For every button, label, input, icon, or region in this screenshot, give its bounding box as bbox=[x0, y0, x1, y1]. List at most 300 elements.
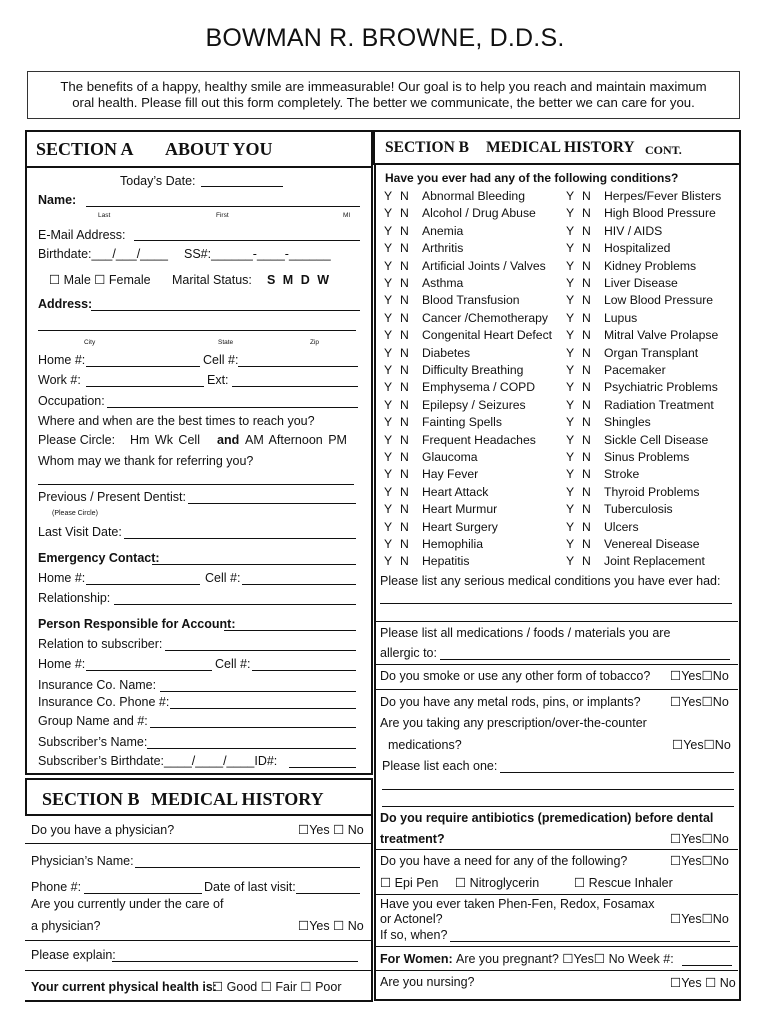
condition-no[interactable]: N bbox=[400, 502, 409, 517]
condition-label: Abnormal Bleeding bbox=[422, 189, 525, 203]
condition-yes[interactable]: Y bbox=[384, 328, 393, 343]
list-each-field-2[interactable] bbox=[382, 789, 734, 790]
condition-row-right bbox=[566, 292, 713, 309]
ssn-label[interactable]: SS#:______-____-______ bbox=[184, 247, 331, 261]
physician-name-label: Physician’s Name: bbox=[31, 854, 134, 868]
todays-date-field[interactable] bbox=[201, 186, 283, 187]
condition-yn[interactable] bbox=[566, 432, 604, 449]
condition-yes[interactable]: Y bbox=[566, 519, 575, 534]
condition-label: Tuberculosis bbox=[604, 502, 673, 517]
nursing-q: Are you nursing? bbox=[380, 975, 475, 989]
todays-date-label: Today’s Date: bbox=[120, 174, 196, 188]
section-b-cont-bottom-border bbox=[374, 999, 741, 1001]
contact-type-options[interactable]: Hm Wk Cell bbox=[130, 433, 200, 447]
section-b-cont-cont bbox=[645, 141, 682, 159]
condition-yes[interactable]: Y bbox=[384, 258, 393, 273]
condition-yes[interactable]: Y bbox=[566, 502, 575, 517]
divider-r5 bbox=[376, 894, 738, 895]
condition-row-left bbox=[384, 188, 525, 205]
resp-cell-field[interactable] bbox=[252, 670, 356, 671]
condition-yn[interactable] bbox=[384, 310, 422, 327]
condition-yes[interactable]: Y bbox=[566, 206, 575, 221]
intro-line-2: oral health. Please fill out this form completely. The better we communicate, the better we can care for you. bbox=[72, 95, 695, 110]
condition-yn[interactable] bbox=[384, 501, 422, 518]
condition-yn[interactable] bbox=[384, 449, 422, 466]
condition-no[interactable]: N bbox=[400, 206, 409, 221]
condition-yes[interactable]: Y bbox=[566, 467, 575, 482]
condition-no[interactable]: N bbox=[582, 310, 591, 325]
condition-row-right bbox=[566, 553, 705, 570]
allergic-line-1: Please list all medications / foods / materials you are bbox=[380, 626, 671, 640]
divider-2 bbox=[25, 940, 372, 941]
condition-no[interactable]: N bbox=[582, 397, 591, 412]
address-field[interactable] bbox=[91, 310, 360, 311]
resp-home-field[interactable] bbox=[86, 670, 212, 671]
condition-yn[interactable] bbox=[566, 397, 604, 414]
condition-yn[interactable] bbox=[566, 275, 604, 292]
condition-yn[interactable] bbox=[566, 292, 604, 309]
section-b-cont-title: SECTION B bbox=[385, 139, 469, 156]
ins-name-label: Insurance Co. Name: bbox=[38, 678, 157, 692]
metal-q: Do you have any metal rods, pins, or implants? bbox=[380, 695, 641, 709]
condition-row-right bbox=[566, 484, 700, 501]
condition-no[interactable]: N bbox=[400, 415, 409, 430]
condition-yn[interactable] bbox=[384, 345, 422, 362]
condition-yn[interactable] bbox=[384, 414, 422, 431]
condition-no[interactable]: N bbox=[582, 328, 591, 343]
condition-yes[interactable]: Y bbox=[566, 537, 575, 551]
condition-no[interactable]: N bbox=[582, 223, 591, 238]
ins-name-field[interactable] bbox=[160, 691, 356, 692]
marital-options[interactable]: S M D W bbox=[267, 273, 329, 287]
condition-yn[interactable] bbox=[566, 501, 604, 518]
condition-row-right bbox=[566, 223, 662, 240]
condition-no[interactable]: N bbox=[400, 397, 409, 412]
sub-name-field[interactable] bbox=[147, 748, 356, 749]
condition-no[interactable]: N bbox=[400, 223, 409, 238]
condition-yes[interactable]: Y bbox=[566, 223, 575, 238]
condition-yes[interactable]: Y bbox=[566, 189, 575, 203]
ins-phone-field[interactable] bbox=[170, 708, 356, 709]
condition-yes[interactable]: Y bbox=[384, 450, 393, 464]
condition-row-right bbox=[566, 519, 639, 536]
condition-no[interactable]: N bbox=[400, 554, 409, 569]
conditions-question: Have you ever had any of the following conditions? bbox=[385, 171, 679, 185]
divider-r6 bbox=[376, 946, 738, 947]
condition-row-left bbox=[384, 205, 536, 222]
ext-field[interactable] bbox=[232, 386, 358, 387]
condition-row-left bbox=[384, 327, 552, 344]
condition-no[interactable]: N bbox=[400, 276, 409, 290]
phenfen-line-1: Have you ever taken Phen-Fen, Redox, Fosamax bbox=[380, 897, 655, 911]
condition-yn[interactable] bbox=[566, 345, 604, 362]
condition-row-right bbox=[566, 432, 708, 449]
list-each-field-3[interactable] bbox=[382, 806, 734, 807]
physician-name-field[interactable] bbox=[135, 867, 360, 868]
birthdate-label[interactable]: Birthdate:___/___/____ bbox=[38, 247, 168, 261]
work-phone-label: Work #: bbox=[38, 373, 81, 387]
allergic-field[interactable] bbox=[440, 659, 730, 660]
divider-r2 bbox=[376, 664, 738, 665]
condition-label: Mitral Valve Prolapse bbox=[604, 328, 719, 343]
em-cell-label: Cell #: bbox=[205, 571, 241, 585]
condition-yn[interactable] bbox=[566, 205, 604, 222]
list-each-label: Please list each one: bbox=[382, 759, 498, 773]
antibiotics-line-2: treatment? bbox=[380, 832, 445, 846]
prescription-yes-no[interactable]: ☐Yes☐No bbox=[672, 738, 731, 752]
condition-label: Venereal Disease bbox=[604, 537, 700, 551]
email-field[interactable] bbox=[134, 240, 360, 241]
group-label: Group Name and #: bbox=[38, 714, 148, 728]
condition-label: Sickle Cell Disease bbox=[604, 432, 709, 447]
condition-label: Kidney Problems bbox=[604, 258, 697, 273]
condition-label: Lupus bbox=[604, 310, 638, 325]
tobacco-yes-no[interactable]: ☐Yes☐No bbox=[670, 669, 729, 683]
condition-no[interactable]: N bbox=[400, 363, 409, 377]
condition-no[interactable]: N bbox=[582, 293, 591, 308]
physician-phone-label: Phone #: bbox=[31, 880, 82, 894]
condition-yes[interactable]: Y bbox=[384, 189, 393, 203]
condition-yn[interactable] bbox=[384, 258, 422, 275]
divider-r7 bbox=[376, 970, 738, 971]
condition-row-left bbox=[384, 223, 463, 240]
need-following-q: Do you have a need for any of the following? bbox=[380, 854, 628, 868]
cont-label: CONT. bbox=[645, 143, 682, 157]
health-q: Your current physical health is: bbox=[31, 980, 217, 994]
condition-yes[interactable]: Y bbox=[566, 363, 575, 377]
condition-yn[interactable] bbox=[384, 223, 422, 240]
section-b-bottom-border bbox=[25, 1000, 373, 1002]
condition-no[interactable]: N bbox=[582, 189, 591, 203]
condition-yn[interactable] bbox=[384, 466, 422, 483]
condition-no[interactable]: N bbox=[400, 484, 409, 499]
phenfen-line-2: or Actonel? bbox=[380, 912, 443, 926]
condition-yn[interactable] bbox=[384, 275, 422, 292]
condition-no[interactable]: N bbox=[582, 484, 591, 499]
condition-yn[interactable] bbox=[384, 397, 422, 414]
divider-1 bbox=[25, 843, 372, 844]
condition-row-right bbox=[566, 258, 696, 275]
relationship-label: Relationship: bbox=[38, 591, 111, 605]
condition-no[interactable]: N bbox=[582, 276, 591, 290]
condition-no[interactable]: N bbox=[400, 258, 409, 273]
condition-yn[interactable] bbox=[566, 240, 604, 257]
circle-and: and bbox=[217, 433, 240, 447]
ext-label: Ext: bbox=[207, 373, 229, 387]
cell-phone-label: Cell #: bbox=[203, 353, 239, 367]
condition-label: Hospitalized bbox=[604, 241, 671, 256]
condition-label: Diabetes bbox=[422, 345, 471, 360]
condition-row-left bbox=[384, 432, 536, 449]
condition-row-left bbox=[384, 519, 498, 536]
divider-3 bbox=[25, 970, 372, 971]
condition-yes[interactable]: Y bbox=[566, 241, 575, 256]
condition-yn[interactable] bbox=[566, 484, 604, 501]
condition-no[interactable]: N bbox=[400, 432, 409, 447]
name-field[interactable] bbox=[86, 206, 360, 207]
metal-yes-no[interactable]: ☐Yes☐No bbox=[670, 695, 729, 709]
condition-yes[interactable]: Y bbox=[566, 293, 575, 308]
condition-yn[interactable] bbox=[384, 362, 422, 379]
condition-label: Heart Surgery bbox=[422, 519, 498, 534]
work-phone-field[interactable] bbox=[86, 386, 204, 387]
condition-yes[interactable]: Y bbox=[566, 328, 575, 343]
serious-conditions-field[interactable] bbox=[380, 603, 732, 604]
condition-no[interactable]: N bbox=[582, 380, 591, 395]
physician-yes-no[interactable]: ☐Yes ☐ No bbox=[298, 823, 364, 837]
condition-row-left bbox=[384, 310, 548, 327]
condition-no[interactable]: N bbox=[582, 345, 591, 360]
condition-row-right bbox=[566, 466, 639, 483]
sub-id-field[interactable] bbox=[289, 767, 356, 768]
condition-yes[interactable]: Y bbox=[566, 450, 575, 464]
condition-row-left bbox=[384, 397, 526, 414]
condition-no[interactable]: N bbox=[400, 310, 409, 325]
condition-yes[interactable]: Y bbox=[566, 258, 575, 273]
condition-yn[interactable] bbox=[384, 553, 422, 570]
address-field-2[interactable] bbox=[38, 330, 356, 331]
addr-zip-caption: Zip bbox=[310, 339, 320, 346]
condition-no[interactable]: N bbox=[582, 432, 591, 447]
condition-yes[interactable]: Y bbox=[384, 345, 393, 360]
condition-label: Congenital Heart Defect bbox=[422, 328, 553, 343]
condition-yes[interactable]: Y bbox=[384, 502, 393, 517]
tobacco-q: Do you smoke or use any other form of tobacco? bbox=[380, 669, 651, 683]
condition-yes[interactable]: Y bbox=[566, 380, 575, 395]
condition-no[interactable]: N bbox=[582, 258, 591, 273]
section-b-cont-subtitle: MEDICAL HISTORY bbox=[486, 139, 635, 156]
emergency-contact-field[interactable] bbox=[152, 564, 356, 565]
condition-row-left bbox=[384, 466, 478, 483]
need-following-yes-no[interactable]: ☐Yes☐No bbox=[670, 854, 729, 868]
condition-yes[interactable]: Y bbox=[384, 432, 393, 447]
condition-no[interactable]: N bbox=[400, 328, 409, 343]
condition-row-left bbox=[384, 501, 497, 518]
responsible-label: Person Responsible for Account: bbox=[38, 617, 236, 631]
ins-phone-label: Insurance Co. Phone #: bbox=[38, 695, 170, 709]
condition-yn[interactable] bbox=[566, 310, 604, 327]
condition-yes[interactable]: Y bbox=[566, 432, 575, 447]
condition-no[interactable]: N bbox=[582, 502, 591, 517]
condition-yes[interactable]: Y bbox=[566, 415, 575, 430]
condition-no[interactable]: N bbox=[400, 380, 409, 395]
condition-yn[interactable] bbox=[384, 240, 422, 257]
condition-yn[interactable] bbox=[566, 553, 604, 570]
condition-row-right bbox=[566, 501, 673, 518]
condition-yn[interactable] bbox=[566, 536, 604, 553]
condition-yes[interactable]: Y bbox=[384, 554, 393, 569]
condition-yn[interactable] bbox=[566, 449, 604, 466]
condition-row-right bbox=[566, 327, 718, 344]
condition-no[interactable]: N bbox=[582, 241, 591, 256]
condition-label: Hay Fever bbox=[422, 467, 479, 482]
allergic-line-2: allergic to: bbox=[380, 646, 437, 660]
phenfen-when-field[interactable] bbox=[450, 941, 730, 942]
list-each-field[interactable] bbox=[500, 772, 734, 773]
condition-yes[interactable]: Y bbox=[566, 397, 575, 412]
condition-label: Epilepsy / Seizures bbox=[422, 397, 526, 412]
condition-yn[interactable] bbox=[566, 379, 604, 396]
condition-row-right bbox=[566, 205, 716, 222]
condition-yes[interactable]: Y bbox=[384, 310, 393, 325]
condition-yn[interactable] bbox=[566, 362, 604, 379]
gender-options[interactable]: ☐ Male ☐ Female bbox=[49, 273, 151, 287]
intro-box bbox=[27, 71, 740, 119]
condition-yn[interactable] bbox=[384, 519, 422, 536]
nursing-yes-no[interactable]: ☐Yes ☐ No bbox=[670, 976, 736, 990]
condition-yes[interactable]: Y bbox=[384, 380, 393, 395]
practice-title: BOWMAN R. BROWNE, D.D.S. bbox=[205, 24, 565, 52]
condition-row-right bbox=[566, 310, 637, 327]
condition-yes[interactable]: Y bbox=[384, 241, 393, 256]
rescue-inhaler-option[interactable]: ☐ Rescue Inhaler bbox=[574, 876, 673, 890]
condition-label: Fainting Spells bbox=[422, 415, 502, 430]
phenfen-yes-no[interactable]: ☐Yes☐No bbox=[670, 912, 729, 926]
under-care-line-1: Are you currently under the care of bbox=[31, 897, 224, 911]
prev-dentist-field[interactable] bbox=[188, 503, 356, 504]
condition-yn[interactable] bbox=[384, 484, 422, 501]
condition-yes[interactable]: Y bbox=[384, 293, 393, 308]
condition-label: Radiation Treatment bbox=[604, 397, 714, 412]
for-women-label: For Women: bbox=[380, 952, 453, 966]
name-label: Name: bbox=[38, 193, 77, 207]
referral-field[interactable] bbox=[38, 484, 354, 485]
condition-no[interactable]: N bbox=[400, 467, 409, 482]
condition-no[interactable]: N bbox=[582, 467, 591, 482]
condition-no[interactable]: N bbox=[582, 519, 591, 534]
condition-label: Heart Murmur bbox=[422, 502, 498, 517]
condition-no[interactable]: N bbox=[400, 450, 409, 464]
condition-label: Blood Transfusion bbox=[422, 293, 520, 308]
condition-yn[interactable] bbox=[566, 519, 604, 536]
responsible-field[interactable] bbox=[224, 630, 356, 631]
condition-yn[interactable] bbox=[566, 466, 604, 483]
condition-row-left bbox=[384, 292, 520, 309]
condition-yes[interactable]: Y bbox=[566, 310, 575, 325]
condition-yn[interactable] bbox=[566, 223, 604, 240]
condition-no[interactable]: N bbox=[400, 241, 409, 256]
condition-no[interactable]: N bbox=[582, 537, 591, 551]
em-cell-field[interactable] bbox=[242, 584, 356, 585]
condition-yes[interactable]: Y bbox=[566, 345, 575, 360]
pregnant-q[interactable]: Are you pregnant? ☐Yes☐ No Week #: bbox=[456, 952, 674, 966]
contact-time-options[interactable]: AM Afternoon PM bbox=[245, 433, 347, 447]
cell-phone-field[interactable] bbox=[238, 366, 358, 367]
last-visit-label: Last Visit Date: bbox=[38, 525, 122, 539]
section-a-bottom-border bbox=[25, 773, 373, 775]
condition-yes[interactable]: Y bbox=[384, 467, 393, 482]
condition-label: Stroke bbox=[604, 467, 640, 482]
relation-sub-field[interactable] bbox=[165, 650, 356, 651]
condition-yn[interactable] bbox=[384, 379, 422, 396]
occupation-field[interactable] bbox=[107, 407, 358, 408]
condition-yn[interactable] bbox=[384, 327, 422, 344]
condition-row-left bbox=[384, 379, 535, 396]
condition-no[interactable]: N bbox=[400, 293, 409, 308]
condition-yes[interactable]: Y bbox=[384, 415, 393, 430]
phenfen-when: If so, when? bbox=[380, 928, 448, 942]
condition-yes[interactable]: Y bbox=[384, 363, 393, 377]
condition-label: Psychiatric Problems bbox=[604, 380, 718, 395]
condition-yes[interactable]: Y bbox=[384, 484, 393, 499]
condition-yn[interactable] bbox=[384, 432, 422, 449]
condition-yn[interactable] bbox=[566, 414, 604, 431]
condition-row-left bbox=[384, 240, 463, 257]
nitroglycerin-option[interactable]: ☐ Nitroglycerin bbox=[455, 876, 540, 890]
condition-label: Sinus Problems bbox=[604, 450, 690, 464]
condition-yes[interactable]: Y bbox=[566, 276, 575, 290]
explain-field[interactable] bbox=[112, 961, 358, 962]
condition-no[interactable]: N bbox=[582, 554, 591, 569]
condition-no[interactable]: N bbox=[400, 189, 409, 203]
condition-yn[interactable] bbox=[384, 536, 422, 553]
relationship-field[interactable] bbox=[114, 604, 356, 605]
name-first-caption: First bbox=[216, 212, 229, 219]
condition-yes[interactable]: Y bbox=[384, 223, 393, 238]
please-circle-caption: (Please Circle) bbox=[52, 510, 98, 517]
occupation-label: Occupation: bbox=[38, 394, 105, 408]
epi-pen-option[interactable]: ☐ Epi Pen bbox=[380, 876, 439, 890]
condition-yes[interactable]: Y bbox=[384, 397, 393, 412]
section-a-subtitle: ABOUT YOU bbox=[165, 139, 273, 159]
pregnant-week-field[interactable] bbox=[682, 965, 732, 966]
condition-label: Emphysema / COPD bbox=[422, 380, 536, 395]
condition-no[interactable]: N bbox=[400, 519, 409, 534]
condition-yes[interactable]: Y bbox=[384, 537, 393, 551]
condition-yes[interactable]: Y bbox=[384, 276, 393, 290]
condition-row-left bbox=[384, 553, 469, 570]
condition-yn[interactable] bbox=[566, 258, 604, 275]
physician-phone-field[interactable] bbox=[84, 893, 202, 894]
antibiotics-yes-no[interactable]: ☐Yes☐No bbox=[670, 832, 729, 846]
email-label: E-Mail Address: bbox=[38, 228, 126, 242]
condition-yn[interactable] bbox=[384, 188, 422, 205]
condition-no[interactable]: N bbox=[582, 206, 591, 221]
condition-no[interactable]: N bbox=[582, 363, 591, 377]
health-options[interactable]: ☐ Good ☐ Fair ☐ Poor bbox=[212, 980, 342, 994]
prescription-line-1: Are you taking any prescription/over-the-counter bbox=[380, 716, 647, 730]
condition-row-left bbox=[384, 275, 463, 292]
section-b-right-border bbox=[371, 814, 373, 1000]
condition-row-right bbox=[566, 379, 718, 396]
condition-yes[interactable]: Y bbox=[566, 554, 575, 569]
condition-no[interactable]: N bbox=[400, 345, 409, 360]
condition-yes[interactable]: Y bbox=[384, 519, 393, 534]
section-a-title: SECTION A bbox=[36, 139, 134, 159]
physician-last-visit-field[interactable] bbox=[296, 893, 360, 894]
condition-yes[interactable]: Y bbox=[384, 206, 393, 221]
explain-label: Please explain: bbox=[31, 948, 116, 962]
condition-yes[interactable]: Y bbox=[566, 484, 575, 499]
group-field[interactable] bbox=[150, 727, 356, 728]
condition-row-right bbox=[566, 188, 721, 205]
home-phone-field[interactable] bbox=[86, 366, 200, 367]
em-home-label: Home #: bbox=[38, 571, 86, 585]
condition-label: Joint Replacement bbox=[604, 554, 705, 569]
condition-no[interactable]: N bbox=[400, 537, 409, 551]
em-home-field[interactable] bbox=[86, 584, 200, 585]
condition-yn[interactable] bbox=[384, 292, 422, 309]
condition-no[interactable]: N bbox=[582, 415, 591, 430]
under-care-yes-no[interactable]: ☐Yes ☐ No bbox=[298, 919, 364, 933]
condition-label: Alcohol / Drug Abuse bbox=[422, 206, 536, 221]
condition-yn[interactable] bbox=[384, 205, 422, 222]
condition-row-right bbox=[566, 536, 700, 553]
condition-yn[interactable] bbox=[566, 188, 604, 205]
last-visit-field[interactable] bbox=[124, 538, 356, 539]
condition-yn[interactable] bbox=[566, 327, 604, 344]
condition-no[interactable]: N bbox=[582, 450, 591, 464]
